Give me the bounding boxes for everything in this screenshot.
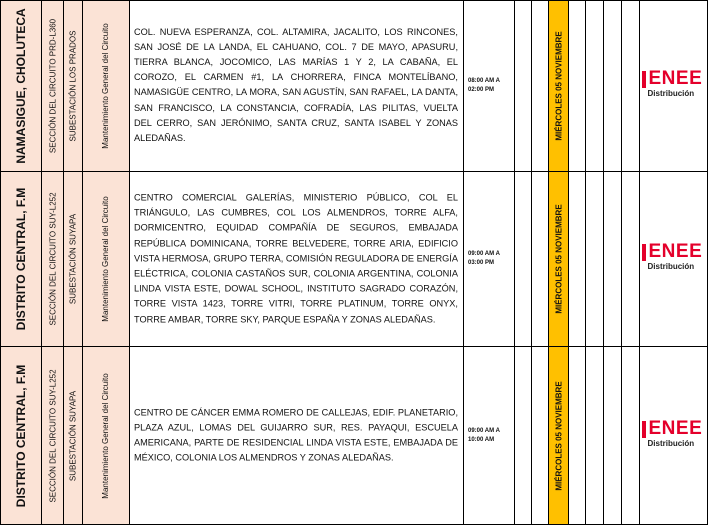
empty-cell (586, 172, 604, 347)
region-label: DISTRITO CENTRAL, F.M (13, 187, 28, 331)
empty-cell (622, 347, 640, 525)
substation-label: SUBESTACIÓN SUYAPA (68, 213, 78, 305)
region-label: NAMASIGUE, CHOLUTECA (13, 7, 28, 164)
colonies-cell (130, 0, 464, 172)
time-label: 09:00 AM A 03:00 PM (468, 251, 500, 266)
region-label: DISTRITO CENTRAL, F.M (13, 364, 28, 507)
region-cell (0, 172, 42, 347)
work-label: Mantenimiento General del Circuito (101, 196, 110, 322)
circuit-cell (42, 347, 64, 525)
enee-logo-name: ENEE (648, 241, 703, 262)
time-cell (464, 172, 515, 347)
circuit-label: SECCIÓN DEL CIRCUITO SUY-L252 (48, 368, 57, 503)
circuit-label: SECCIÓN DEL CIRCUITO SUY-L252 (48, 192, 57, 326)
empty-cell (622, 172, 640, 347)
circuit-cell (42, 0, 64, 172)
time-cell (464, 0, 515, 172)
date-label: MIÉRCOLES 05 NOVIEMBRE (554, 30, 563, 141)
logo-cell (640, 0, 708, 172)
empty-cell (622, 0, 640, 172)
logo-cell (640, 347, 708, 525)
colonies-cell (130, 347, 464, 525)
enee-logo-subtitle: Distribución (647, 438, 695, 448)
empty-cell (569, 172, 586, 347)
enee-logo (642, 69, 706, 103)
enee-logo (642, 419, 706, 453)
date-cell (549, 172, 569, 347)
substation-cell (64, 347, 83, 525)
empty-cell (586, 347, 604, 525)
empty-cell (515, 172, 532, 347)
empty-cell (532, 172, 549, 347)
substation-cell (64, 172, 83, 347)
work-cell (83, 172, 130, 347)
colonies-text: COL. NUEVA ESPERANZA, COL. ALTAMIRA, JACALITO, LOS RINCONES, SAN JOSÉ DE LA LANDA, EL CAHUANO, COL. 7 DE MAYO, APASURU, TIERRA BLANCA, JOCOMICO, LAS MARÍAS 1 Y 2, LA CABAÑA, EL COROZO, EL CARMEN #1, LA CHORRERA, FINCA MONTELÍBANO, NAMASIGÜE CENTRO, LA MORA, SAN AGUSTÍN, SAN RAFAEL, LA DANTA, SAN FRANCISCO, LA CONSTANCIA, COFRADÍA, LAS PILITAS, VUELTA DEL CERRO, SAN JERÓNIMO, SANTA CRUZ, SANTA ISABEL Y ZONAS ALEDAÑAS. (134, 26, 458, 144)
empty-cell (604, 172, 622, 347)
enee-logo-mark (642, 421, 646, 438)
empty-cell (532, 0, 549, 172)
empty-cell (604, 0, 622, 172)
date-cell (549, 347, 569, 525)
empty-cell (532, 347, 549, 525)
table-row (0, 347, 708, 525)
table-row (0, 172, 708, 347)
date-label: MIÉRCOLES 05 NOVIEMBRE (554, 380, 563, 491)
empty-cell (515, 347, 532, 525)
work-label: Mantenimiento General del Circuito (101, 22, 110, 149)
colonies-cell (130, 172, 464, 347)
circuit-cell (42, 172, 64, 347)
enee-logo (642, 242, 706, 276)
region-cell (0, 0, 42, 172)
table-row (0, 0, 708, 172)
region-cell (0, 347, 42, 525)
colonies-text: CENTRO DE CÁNCER EMMA ROMERO DE CALLEJAS, EDIF. PLANETARIO, PLAZA AZUL, LOMAS DEL GUIJARRO SUR, RES. PAYAQUI, ESCUELA AMERICANA, PARTE DE RESIDENCIAL LINDA VISTA ESTE, EMBAJADA DE MÉXICO, COLONIA LOS ALMENDROS Y ZONAS ALEDAÑAS. (134, 407, 458, 463)
enee-logo-mark (642, 71, 646, 88)
empty-cell (569, 0, 586, 172)
logo-cell (640, 172, 708, 347)
time-cell (464, 347, 515, 525)
empty-cell (604, 347, 622, 525)
enee-logo-name: ENEE (648, 67, 703, 89)
substation-cell (64, 0, 83, 172)
work-cell (83, 347, 130, 525)
empty-cell (569, 347, 586, 525)
date-cell (549, 0, 569, 172)
colonies-text: CENTRO COMERCIAL GALERÍAS, MINISTERIO PÚBLICO, COL EL TRIÁNGULO, LAS CUMBRES, COL LOS ALMENDROS, TORRE ALFA, DORMICENTRO, EQUIDAD COMPAÑÍA DE SEGUROS, EMBAJADA REPÚBLICA DOMINICANA, TORRE BELVEDERE, TORRE ARIA, EDIFICIO VISTA HERMOSA, GRUPO TERRA, COMISIÓN REGULADORA DE ENERGÍA ELÉCTRICA, COLONIA CASTAÑOS SUR, COLONIA ARGENTINA, COLONIA LINDA VISTA ESTE, DOWAL SCHOOL, INSTITUTO SAGRADO CORAZÓN, TORRE VISTA 1423, TORRE VITRI, TORRE PLATINUM, TORRE ONYX, TORRE AMBAR, TORRE SKY, PARQUE ESPAÑA Y ZONAS ALEDAÑAS. (134, 192, 458, 325)
enee-logo-name: ENEE (648, 417, 703, 439)
enee-logo-subtitle: Distribución (647, 262, 695, 271)
empty-cell (515, 0, 532, 172)
circuit-label: SECCIÓN DEL CIRCUITO PRD-L360 (48, 18, 57, 153)
work-label: Mantenimiento General del Circuito (101, 372, 110, 499)
empty-cell (586, 0, 604, 172)
time-label: 09:00 AM A 10:00 AM (468, 427, 500, 443)
date-label: MIÉRCOLES 05 NOVIEMBRE (554, 204, 563, 314)
enee-logo-mark (642, 244, 646, 261)
substation-label: SUBESTACIÓN LOS PRADOS (68, 30, 78, 141)
time-label: 08:00 AM A 02:00 PM (468, 77, 500, 93)
enee-logo-subtitle: Distribución (647, 88, 695, 98)
substation-label: SUBESTACIÓN SUYAPA (68, 390, 78, 481)
work-cell (83, 0, 130, 172)
